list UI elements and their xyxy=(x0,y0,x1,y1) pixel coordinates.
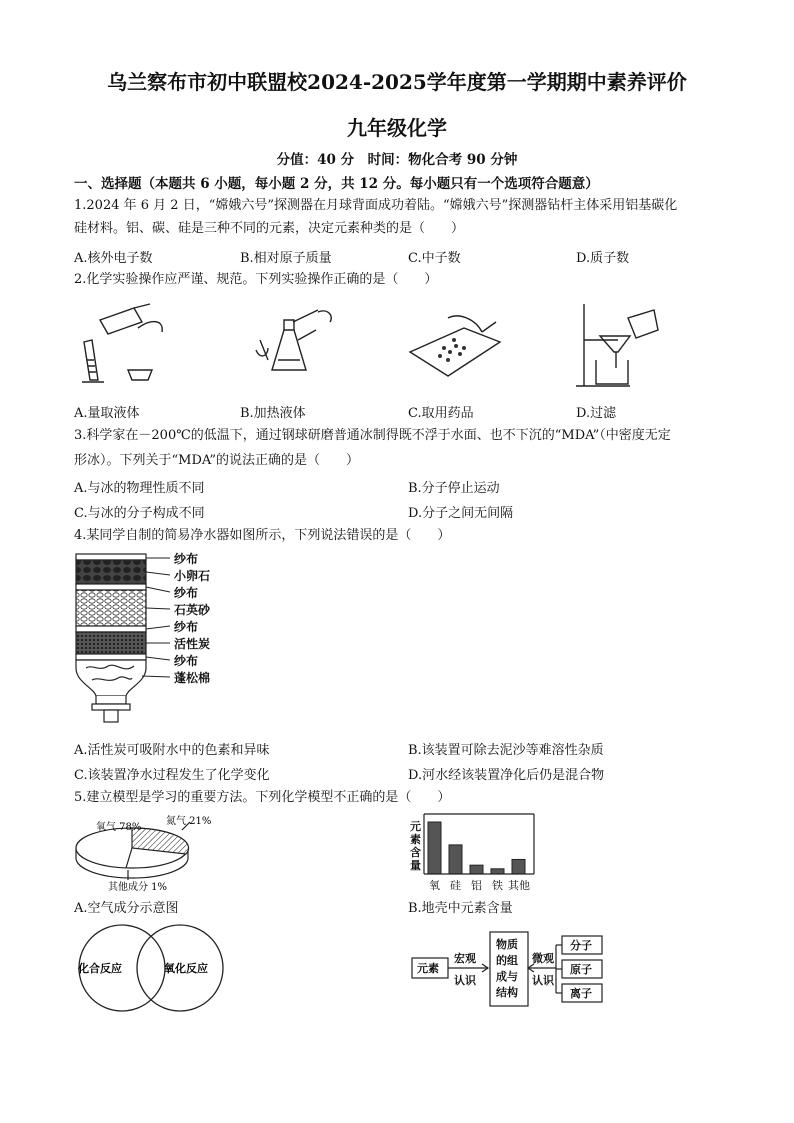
q2-option-c: C.取用药品 xyxy=(408,406,474,421)
q2-option-b: B.加热液体 xyxy=(240,406,306,421)
pie-label-nitrogen: 氮气 21% xyxy=(166,816,212,827)
concept-text: 的组 xyxy=(496,954,518,967)
pie-label-oxygen: 氧气 78% xyxy=(96,822,142,833)
concept-text: 宏观 xyxy=(454,952,476,965)
exam-subject: 九年级化学 xyxy=(347,116,447,140)
q5-option-b: B.地壳中元素含量 xyxy=(408,901,513,916)
layer-label: 石英砂 xyxy=(174,603,211,617)
q1-option-b: B.相对原子质量 xyxy=(240,251,332,266)
bar-氧 xyxy=(428,822,441,874)
q1-line2: 硅材料。铝、碳、硅是三种不同的元素，决定元素种类的是（ ） xyxy=(74,221,465,236)
score-time-line: 分值：40 分 时间：物化合考 90 分钟 xyxy=(276,152,518,168)
q3-option-d: D.分子之间无间隔 xyxy=(408,506,514,521)
bar-其他 xyxy=(512,859,525,874)
bar-铁 xyxy=(491,869,504,874)
air-composition-pie xyxy=(70,808,220,894)
concept-text: 认识 xyxy=(532,974,554,987)
concept-ion: 离子 xyxy=(570,987,592,1000)
exam-title: 乌兰察布市初中联盟校2024-2025学年度第一学期期中素养评价 xyxy=(107,70,687,94)
venn-label-combination: 化合反应 xyxy=(78,962,122,975)
chart-ylabel-char: 元 xyxy=(410,820,421,833)
bar-label: 硅 xyxy=(450,879,461,892)
q3-option-b: B.分子停止运动 xyxy=(408,481,500,496)
measure-liquid-illustration xyxy=(72,300,172,395)
q5-stem: 5.建立模型是学习的重要方法。下列化学模型不正确的是（ ） xyxy=(74,790,451,805)
heat-liquid-illustration xyxy=(238,300,338,395)
reaction-venn-diagram xyxy=(72,922,232,1014)
crust-element-chart xyxy=(406,810,546,894)
q1-option-d: D.质子数 xyxy=(576,251,630,266)
layer-label: 纱布 xyxy=(174,586,199,600)
q1-option-a: A.核外电子数 xyxy=(74,251,153,266)
substance-concept-map xyxy=(408,926,618,1010)
layer-label: 小卵石 xyxy=(174,569,211,583)
q4-option-b: B.该装置可除去泥沙等难溶性杂质 xyxy=(408,743,604,758)
concept-atom: 原子 xyxy=(570,963,592,976)
bar-铝 xyxy=(470,865,483,874)
layer-label: 活性炭 xyxy=(174,637,211,651)
chart-ylabel-char: 量 xyxy=(410,859,421,872)
concept-text: 成与 xyxy=(496,970,518,983)
layer-label: 纱布 xyxy=(174,654,199,668)
water-purifier-diagram xyxy=(72,550,252,730)
bar-label: 铝 xyxy=(471,879,482,892)
q4-option-a: A.活性炭可吸附水中的色素和异味 xyxy=(74,743,270,758)
layer-label: 蓬松棉 xyxy=(174,671,211,685)
concept-text: 结构 xyxy=(496,986,518,999)
venn-label-oxidation: 氧化反应 xyxy=(164,962,208,975)
q4-option-d: D.河水经该装置净化后仍是混合物 xyxy=(408,768,605,783)
bar-label: 其他 xyxy=(508,879,530,892)
chart-ylabel-char: 含 xyxy=(410,846,421,859)
concept-molecule: 分子 xyxy=(570,939,592,952)
concept-element: 元素 xyxy=(417,962,439,975)
q4-option-c: C.该装置净水过程发生了化学变化 xyxy=(74,768,270,783)
q5-option-a: A.空气成分示意图 xyxy=(74,901,179,916)
q3-option-a: A.与冰的物理性质不同 xyxy=(74,481,205,496)
take-reagent-illustration xyxy=(404,302,504,392)
q1-option-c: C.中子数 xyxy=(408,251,461,266)
section-heading: 一、选择题（本题共 6 小题，每小题 2 分，共 12 分。每小题只有一个选项符合题意） xyxy=(74,176,599,192)
bar-label: 铁 xyxy=(492,879,503,892)
pie-label-other: 其他成分 1% xyxy=(108,882,168,893)
q4-stem: 4.某同学自制的简易净水器如图所示，下列说法错误的是（ ） xyxy=(74,528,451,543)
q2-stem: 2.化学实验操作应严谨、规范。下列实验操作正确的是（ ） xyxy=(74,272,438,287)
chart-ylabel-char: 素 xyxy=(410,833,421,846)
q3-option-c: C.与冰的分子构成不同 xyxy=(74,506,205,521)
q3-line1: 3.科学家在－200℃的低温下，通过钢球研磨普通冰制得既不浮于水面、也不下沉的“MDA”（中密度无定 xyxy=(74,428,671,443)
concept-text: 物质 xyxy=(496,938,518,951)
q2-option-d: D.过滤 xyxy=(576,406,617,421)
bar-label: 氧 xyxy=(429,879,440,892)
filtration-illustration xyxy=(570,298,670,394)
layer-label: 纱布 xyxy=(174,552,199,566)
concept-text: 认识 xyxy=(454,974,476,987)
q2-option-a: A.量取液体 xyxy=(74,406,140,421)
bar-硅 xyxy=(449,845,462,874)
concept-text: 微观 xyxy=(532,952,554,965)
q3-line2: 形冰）。下列关于“MDA”的说法正确的是（ ） xyxy=(74,453,360,468)
q1-line1: 1.2024 年 6 月 2 日，“嫦娥六号”探测器在月球背面成功着陆。“嫦娥六号”探测器钻杆主体采用铝基碳化 xyxy=(74,198,678,213)
layer-label: 纱布 xyxy=(174,620,199,634)
